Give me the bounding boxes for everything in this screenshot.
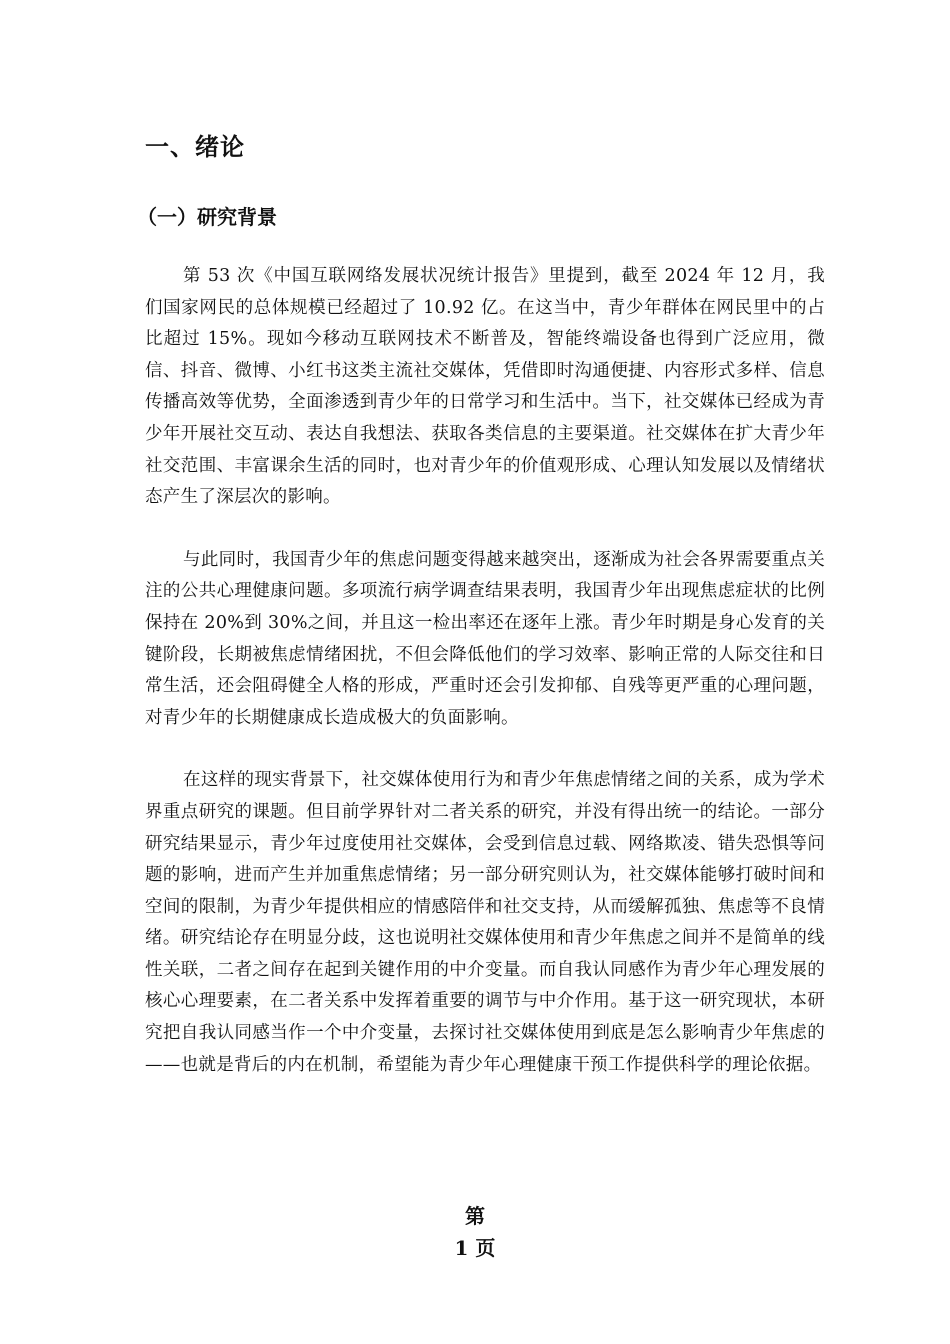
paragraph-1: 第 53 次《中国互联网络发展状况统计报告》里提到，截至 2024 年 12 月，我们国家网民的总体规模已经超过了 10.92 亿。在这当中，青少年群体在网民里中的占比超过 15%。现如今移动互联网技术不断普及，智能终端设备也得到广泛应用，微信、抖音、微博、小红书这类主流社交媒体，凭借即时沟通便捷、内容形式多样、信息传播高效等优势，全面渗透到青少年的日常学习和生活中。当下，社交媒体已经成为青少年开展社交互动、表达自我想法、获取各类信息的主要渠道。社交媒体在扩大青少年社交范围、丰富课余生活的同时，也对青少年的价值观形成、心理认知发展以及情绪状态产生了深层次的影响。 [145, 266, 825, 508]
page-number-line-2: 1 页 [454, 1236, 496, 1260]
page-number-line-1: 第 [465, 1204, 485, 1228]
section-heading: （一）研究背景 [137, 205, 277, 229]
paragraph-3: 在这样的现实背景下，社交媒体使用行为和青少年焦虑情绪之间的关系，成为学术界重点研究的课题。但目前学界针对二者关系的研究，并没有得出统一的结论。一部分研究结果显示，青少年过度使用社交媒体，会受到信息过载、网络欺凌、错失恐惧等问题的影响，进而产生并加重焦虑情绪；另一部分研究则认为，社交媒体能够打破时间和空间的限制，为青少年提供相应的情感陪伴和社交支持，从而缓解孤独、焦虑等不良情绪。研究结论存在明显分歧，这也说明社交媒体使用和青少年焦虑之间并不是简单的线性关联，二者之间存在起到关键作用的中介变量。而自我认同感作为青少年心理发展的核心心理要素，在二者关系中发挥着重要的调节与中介作用。基于这一研究现状，本研究把自我认同感当作一个中介变量，去探讨社交媒体使用到底是怎么影响青少年焦虑的——也就是背后的内在机制，希望能为青少年心理健康干预工作提供科学的理论依据。 [145, 770, 825, 1075]
paragraph-2: 与此同时，我国青少年的焦虑问题变得越来越突出，逐渐成为社会各界需要重点关注的公共心理健康问题。多项流行病学调查结果表明，我国青少年出现焦虑症状的比例保持在 20%到 30%之间，并且这一检出率还在逐年上涨。青少年时期是身心发育的关键阶段，长期被焦虑情绪困扰，不但会降低他们的学习效率、影响正常的人际交往和日常生活，还会阻碍健全人格的形成，严重时还会引发抑郁、自残等更严重的心理问题，对青少年的长期健康成长造成极大的负面影响。 [145, 549, 825, 728]
chapter-heading: 一、绪论 [145, 132, 245, 161]
page-number-footer [0, 1200, 950, 1264]
document-body [137, 125, 825, 1081]
